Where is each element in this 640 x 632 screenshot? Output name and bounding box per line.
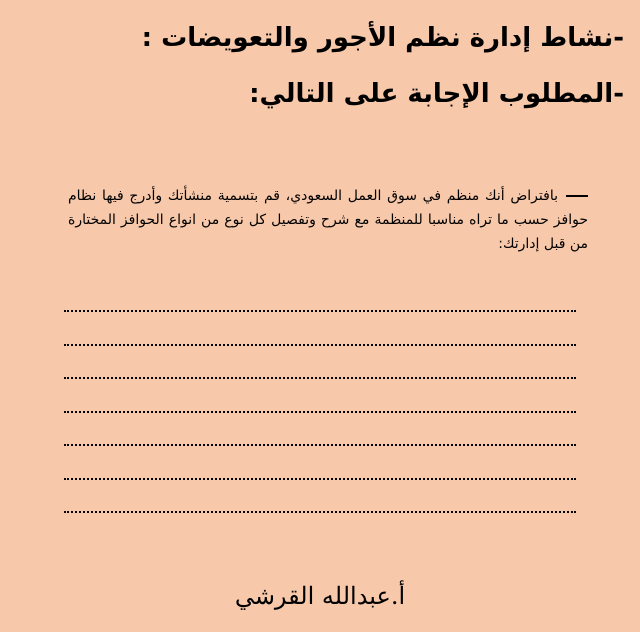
instructions-heading: -المطلوب الإجابة على التالي:: [249, 79, 624, 109]
answer-line: [64, 464, 576, 498]
answer-line: [64, 397, 576, 431]
answer-lines: [64, 296, 576, 531]
answer-line: [64, 330, 576, 364]
answer-line: [64, 296, 576, 330]
activity-heading: -نشاط إدارة نظم الأجور والتعويضات :: [141, 23, 624, 53]
dash-bullet-icon: [566, 195, 588, 197]
teacher-signature: أ.عبدالله القرشي: [234, 582, 406, 610]
question-block: [68, 184, 588, 256]
answer-line: [64, 430, 576, 464]
answer-line: [64, 363, 576, 397]
answer-line: [64, 497, 576, 531]
question-text: بافتراض أنك منظم في سوق العمل السعودي، قم بتسمية منشأتك وأدرج فيها نظام حوافز حسب ما تراه مناسبا للمنظمة مع شرح وتفصيل كل نوع من انواع الحوافز المختارة من قبل إدارتك:: [68, 188, 588, 252]
